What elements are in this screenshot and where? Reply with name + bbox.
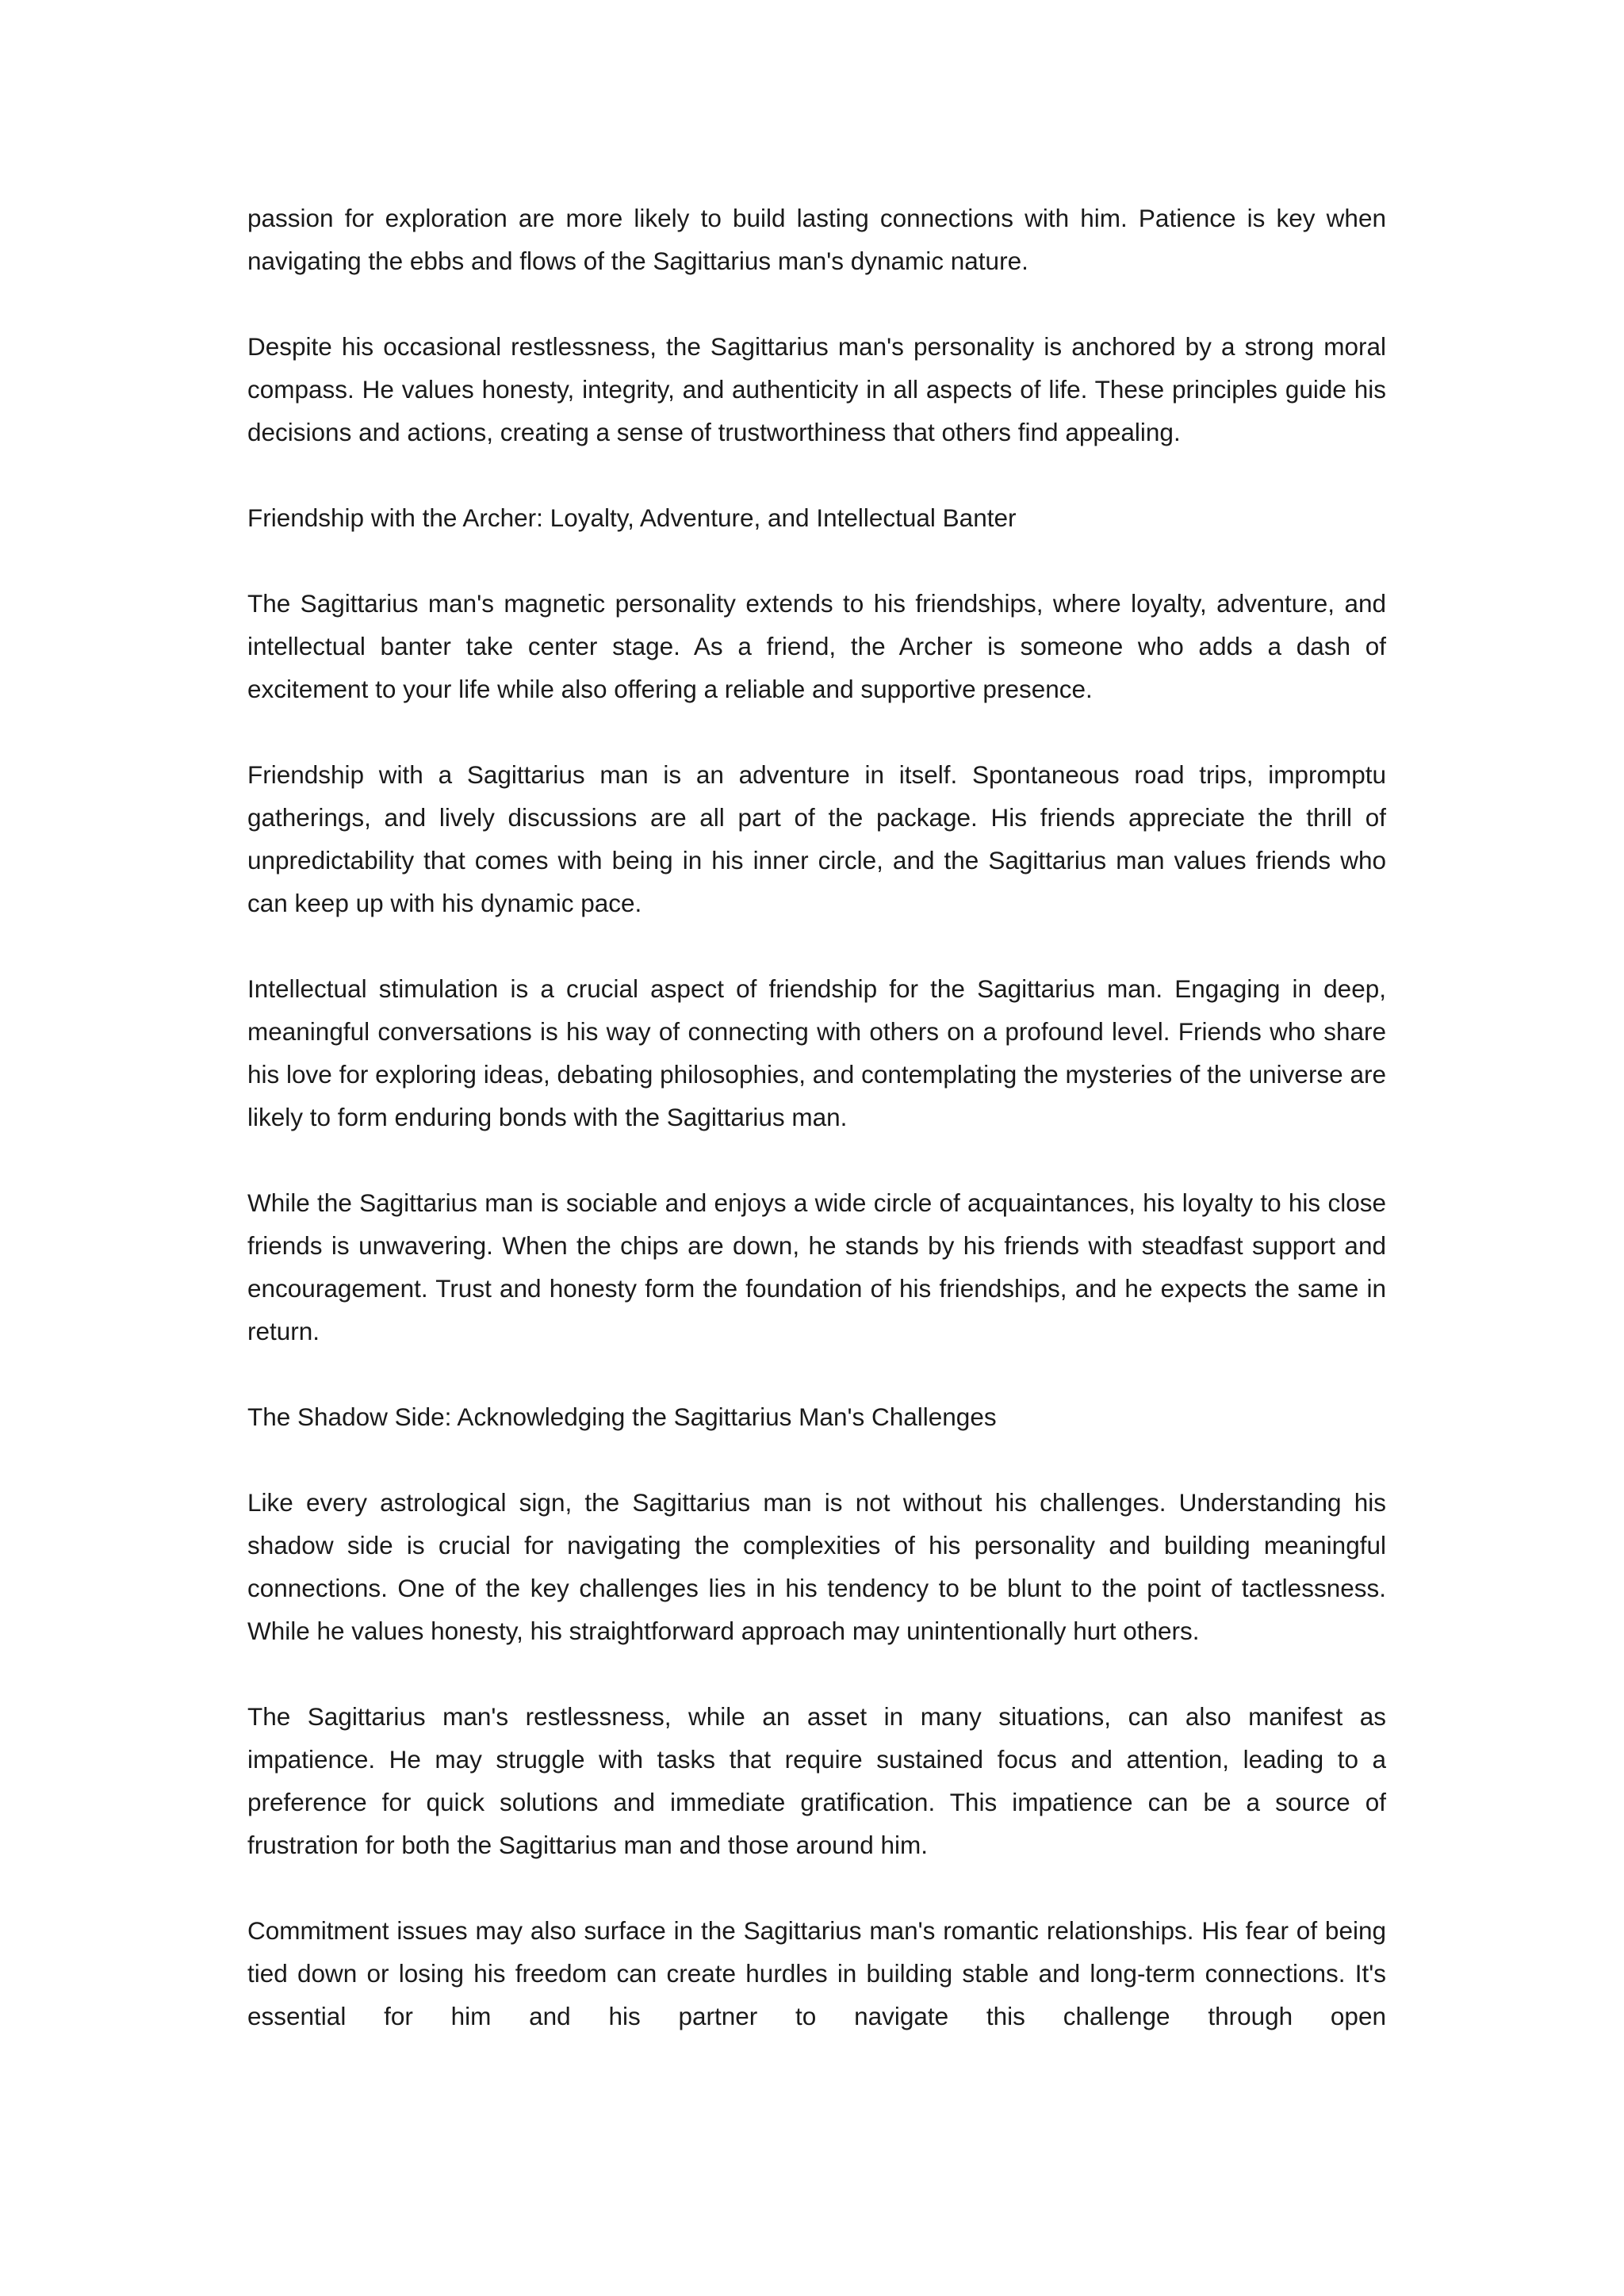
paragraph-friendship-intro: The Sagittarius man's magnetic personality extends to his friendships, where loyalty, adventure, and intellectual banter take center stage. As a friend, the Archer is someone who adds a dash of excitement to your life while also offering a reliable and supportive presence. [247,589,1386,703]
paragraph-loyalty: While the Sagittarius man is sociable and enjoys a wide circle of acquaintances, his loyalty to his close friends is unwavering. When the chips are down, he stands by his friends with steadfast support and encouragement. Trust and honesty form the foundation of his friendships, and he expects the same in return. [247,1188,1386,1345]
document-body [247,197,1386,2038]
section-heading-friendship: Friendship with the Archer: Loyalty, Adventure, and Intellectual Banter [247,503,1017,532]
paragraph-restlessness: The Sagittarius man's restlessness, while an asset in many situations, can also manifest as impatience. He may struggle with tasks that require sustained focus and attention, leading to a preference for quick solutions and immediate gratification. This impatience can be a source of frustration for both the Sagittarius man and those around him. [247,1702,1386,1859]
paragraph-friendship-adventure: Friendship with a Sagittarius man is an adventure in itself. Spontaneous road trips, impromptu gatherings, and lively discussions are all part of the package. His friends appreciate the thrill of unpredictability that comes with being in his inner circle, and the Sagittarius man values friends who can keep up with his dynamic pace. [247,760,1386,917]
paragraph-patience: passion for exploration are more likely to build lasting connections with him. Patience is key when navigating the ebbs and flows of the Sagittarius man's dynamic nature. [247,204,1386,275]
section-heading-shadow-side: The Shadow Side: Acknowledging the Sagittarius Man's Challenges [247,1402,997,1431]
paragraph-commitment: Commitment issues may also surface in the Sagittarius man's romantic relationships. His fear of being tied down or losing his freedom can create hurdles in building stable and long-term connections. It's essential for him and his partner to navigate this challenge through open [247,1916,1386,2030]
paragraph-challenges: Like every astrological sign, the Sagittarius man is not without his challenges. Understanding his shadow side is crucial for navigating the complexities of his personality and building meaningful connections. One of the key challenges lies in his tendency to be blunt to the point of tactlessness. While he values honesty, his straightforward approach may unintentionally hurt others. [247,1488,1386,1645]
paragraph-intellectual-stimulation: Intellectual stimulation is a crucial aspect of friendship for the Sagittarius man. Engaging in deep, meaningful conversations is his way of connecting with others on a profound level. Friends who share his love for exploring ideas, debating philosophies, and contemplating the mysteries of the universe are likely to form enduring bonds with the Sagittarius man. [247,974,1386,1131]
paragraph-moral-compass: Despite his occasional restlessness, the Sagittarius man's personality is anchored by a strong moral compass. He values honesty, integrity, and authenticity in all aspects of life. These principles guide his decisions and actions, creating a sense of trustworthiness that others find appealing. [247,332,1386,446]
